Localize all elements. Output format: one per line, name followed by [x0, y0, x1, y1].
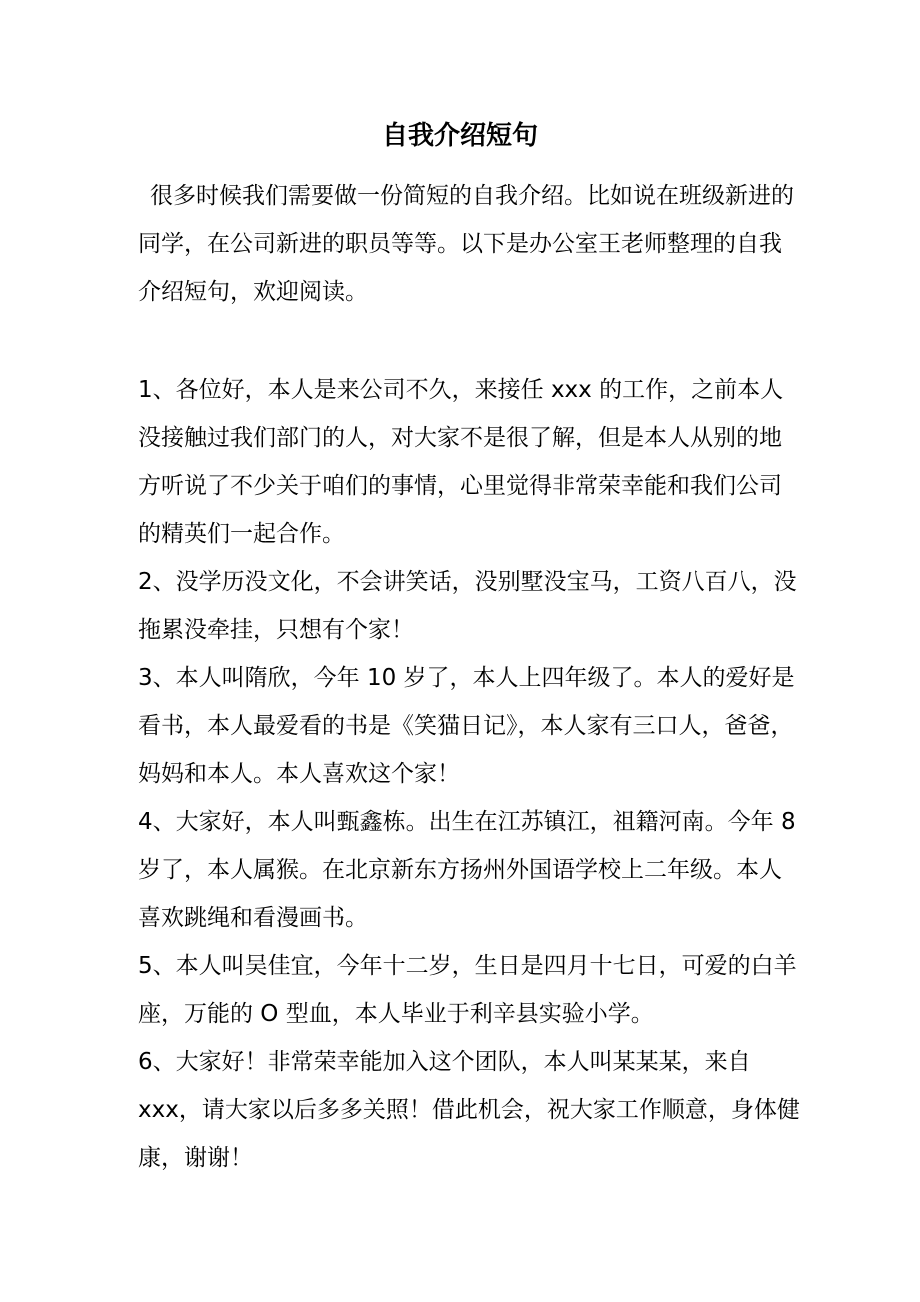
list-item: 4、大家好，本人叫甄鑫栋。出生在江苏镇江，祖籍河南。今年 8 岁了，本人属猴。在北京新东方扬州外国语学校上二年级。本人喜欢跳绳和看漫画书。	[138, 809, 796, 931]
list-item: 1、各位好，本人是来公司不久，来接任 xxx 的工作，之前本人没接触过我们部门的人，对大家不是很了解，但是本人从别的地方听说了不少关于咱们的事情，心里觉得非常荣幸能和我们公司的精英们一起合作。	[138, 377, 784, 547]
list-item: 3、本人叫隋欣，今年 10 岁了，本人上四年级了。本人的爱好是看书，本人最爱看的书是《笑猫日记》，本人家有三口人，爸爸，妈妈和本人。本人喜欢这个家！	[138, 665, 795, 787]
list-item: 5、本人叫吴佳宜，今年十二岁，生日是四月十七日，可爱的白羊座，万能的 O 型血，本人毕业于利辛县实验小学。	[138, 953, 797, 1027]
item-list	[138, 366, 802, 1182]
document-title: 自我介绍短句	[381, 121, 538, 151]
intro-paragraph	[138, 172, 802, 316]
list-item: 6、大家好！非常荣幸能加入这个团队，本人叫某某某，来自 xxx，请大家以后多多关照！借此机会，祝大家工作顺意，身体健康，谢谢！	[138, 1049, 800, 1171]
intro-text: 很多时候我们需要做一份简短的自我介绍。比如说在班级新进的同学，在公司新进的职员等等。以下是办公室王老师整理的自我介绍短句，欢迎阅读。	[138, 183, 794, 305]
list-item: 2、没学历没文化，不会讲笑话，没别墅没宝马，工资八百八，没拖累没牵挂，只想有个家！	[138, 569, 797, 643]
